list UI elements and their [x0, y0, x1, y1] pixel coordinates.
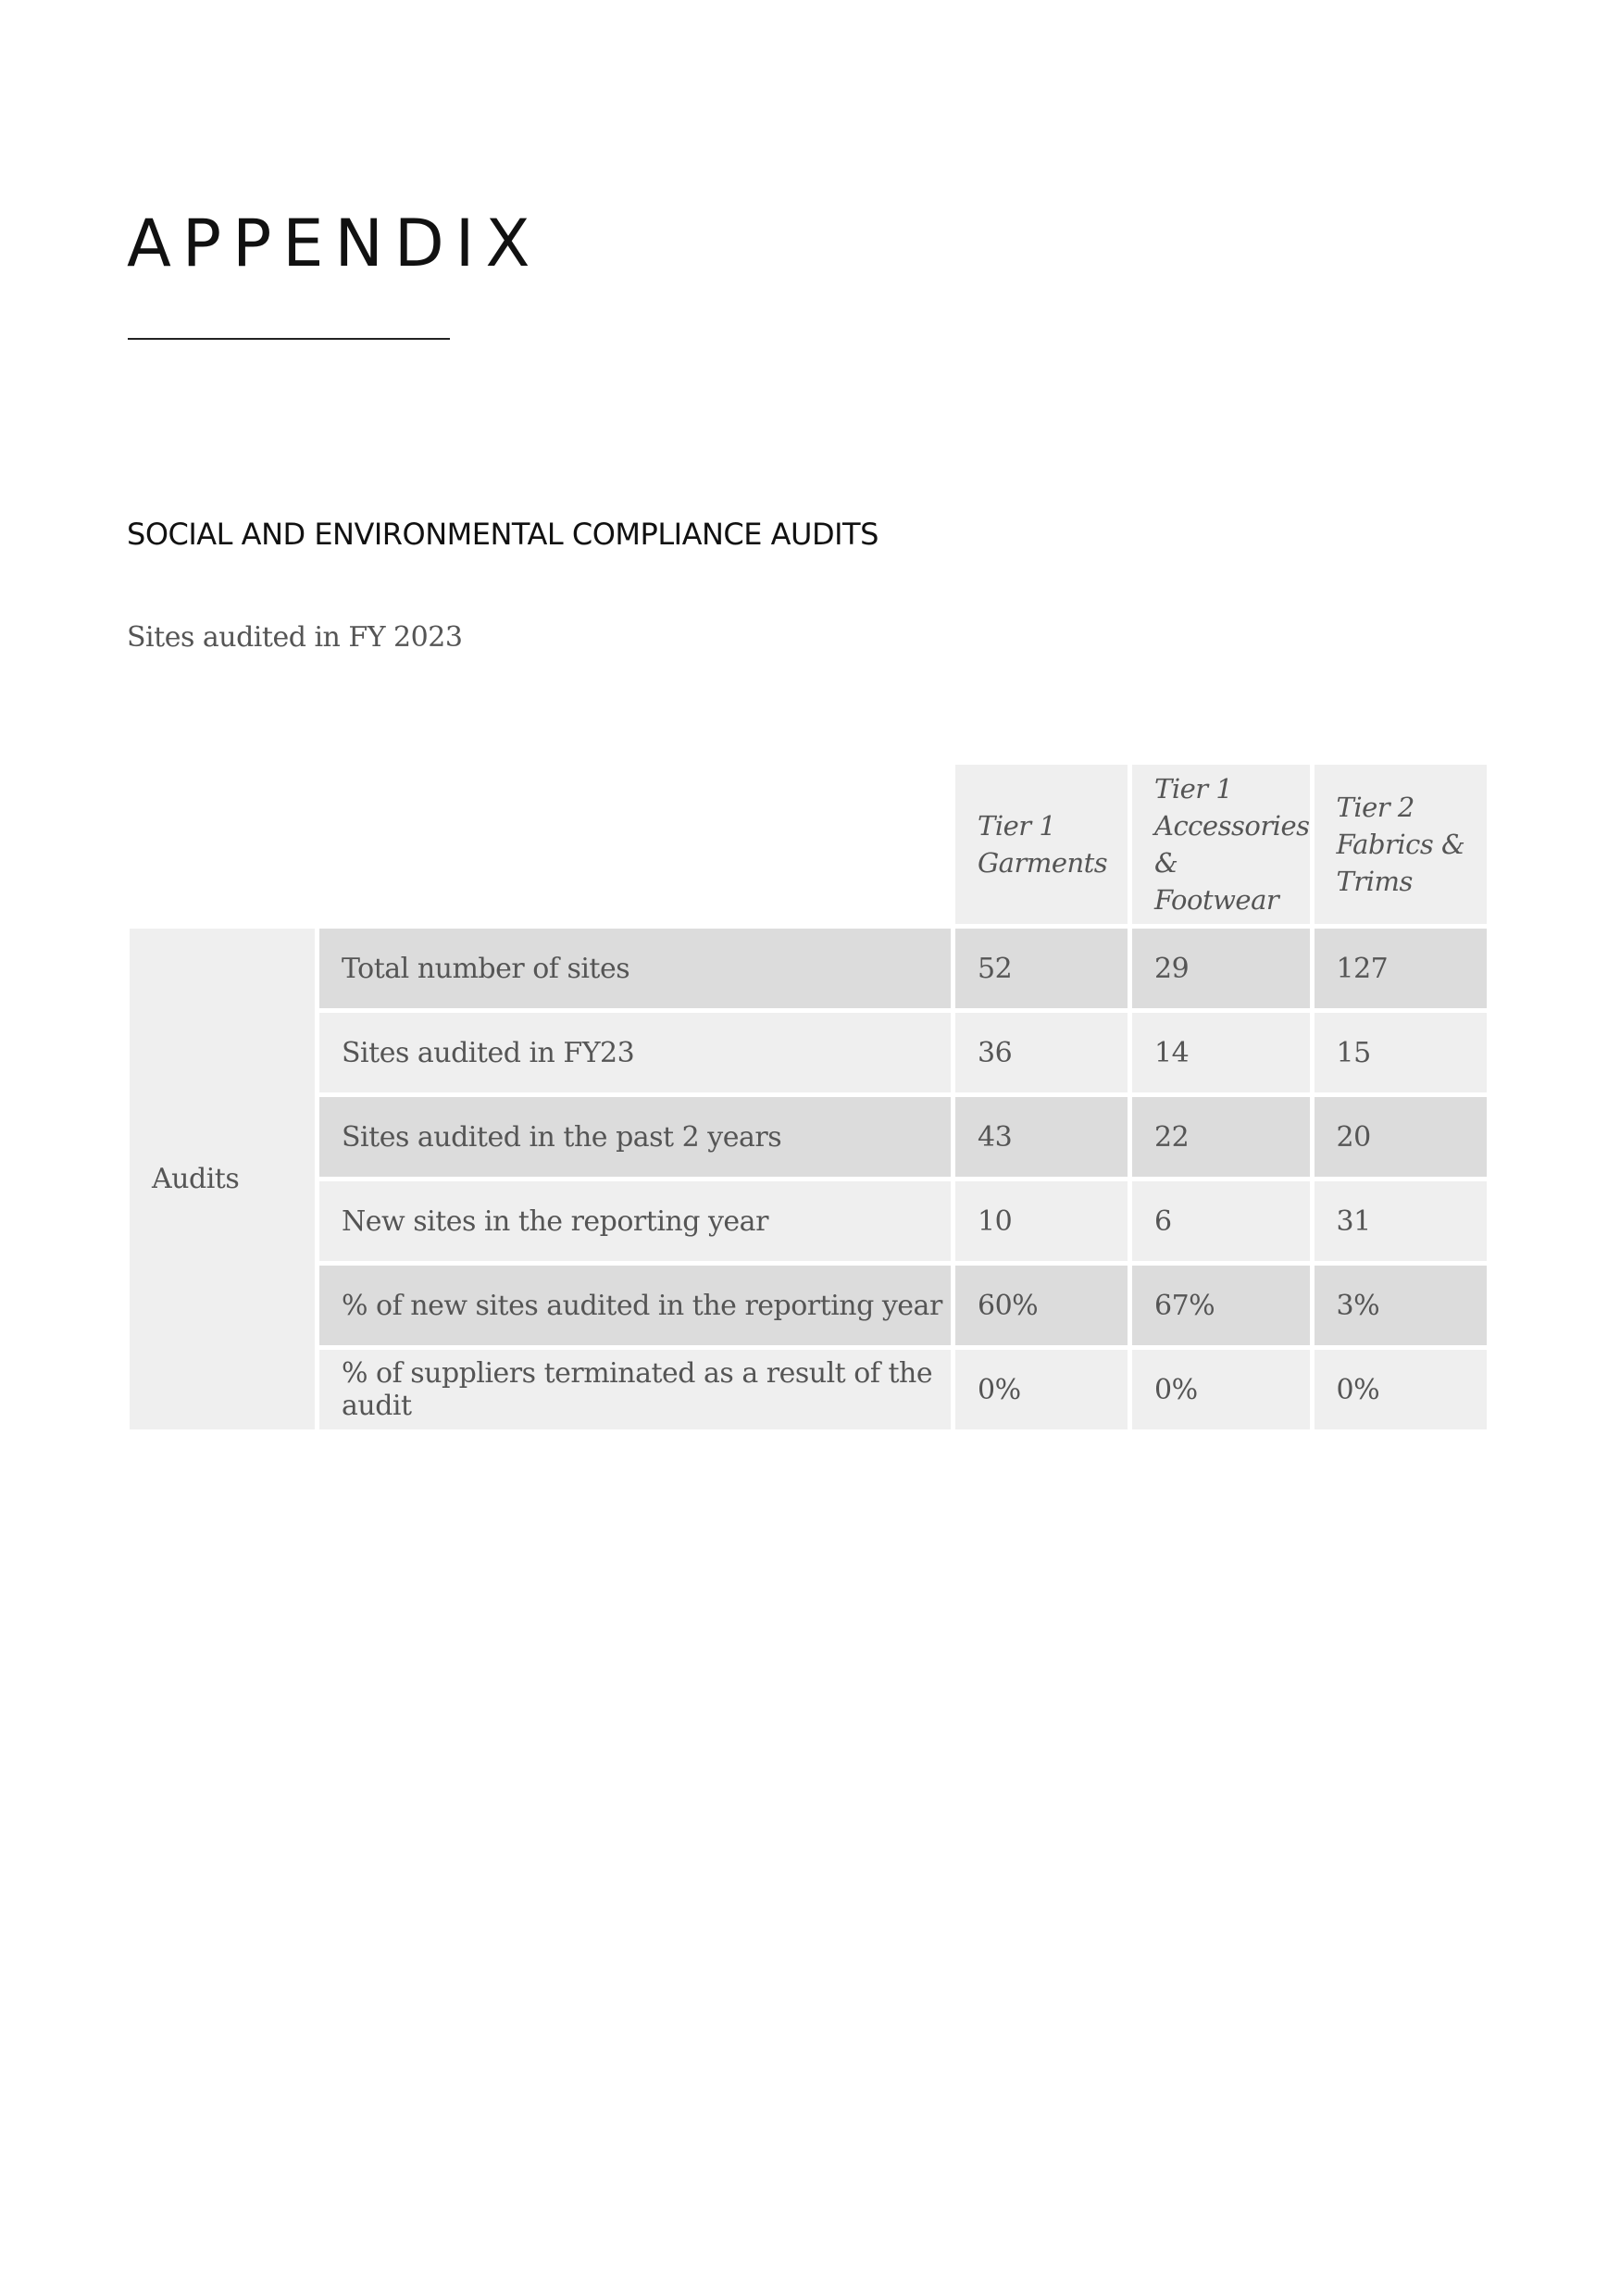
table-row — [130, 1350, 1487, 1429]
column-header-line: & Footwear — [1154, 847, 1279, 916]
table-cell: 43 — [955, 1097, 1128, 1177]
column-header-line: Trims — [1336, 866, 1413, 897]
table-cell: 52 — [955, 929, 1128, 1008]
table-cell: 20 — [1315, 1097, 1487, 1177]
page-title: APPENDIX — [127, 206, 542, 281]
header-blank-label — [319, 765, 951, 924]
column-header-tier2-fabrics-trims — [1315, 765, 1487, 924]
table-cell: 22 — [1132, 1097, 1310, 1177]
header-blank-group — [130, 765, 315, 924]
row-label: Sites audited in FY23 — [319, 1013, 951, 1092]
table-cell: 29 — [1132, 929, 1310, 1008]
column-header-line: Fabrics & — [1336, 829, 1465, 860]
table-cell: 10 — [955, 1181, 1128, 1261]
table-row — [130, 1181, 1487, 1261]
title-divider — [128, 338, 450, 340]
table-row — [130, 1266, 1487, 1345]
table-cell: 127 — [1315, 929, 1487, 1008]
row-label: % of new sites audited in the reporting year — [319, 1266, 951, 1345]
table-cell: 0% — [1315, 1350, 1487, 1429]
table-cell: 67% — [1132, 1266, 1310, 1345]
audit-table — [125, 760, 1491, 1434]
table-cell: 60% — [955, 1266, 1128, 1345]
column-header-line: Tier 1 — [1154, 773, 1233, 805]
table-cell: 36 — [955, 1013, 1128, 1092]
row-label: Total number of sites — [319, 929, 951, 1008]
table-cell: 0% — [1132, 1350, 1310, 1429]
table-subtitle: Sites audited in FY 2023 — [127, 621, 463, 654]
table-row — [130, 1097, 1487, 1177]
column-header-line: Garments — [978, 847, 1108, 879]
table-cell: 0% — [955, 1350, 1128, 1429]
column-header-line: Tier 2 — [1336, 792, 1414, 823]
row-label: Sites audited in the past 2 years — [319, 1097, 951, 1177]
table-cell: 6 — [1132, 1181, 1310, 1261]
table-cell: 15 — [1315, 1013, 1487, 1092]
column-header-tier1-garments — [955, 765, 1128, 924]
table-header-row — [130, 765, 1487, 924]
table-cell: 3% — [1315, 1266, 1487, 1345]
column-header-line: Tier 1 — [978, 810, 1056, 842]
section-heading: SOCIAL AND ENVIRONMENTAL COMPLIANCE AUDITS — [127, 517, 879, 552]
row-label: New sites in the reporting year — [319, 1181, 951, 1261]
column-header-tier1-accessories-footwear — [1132, 765, 1310, 924]
table-row — [130, 1013, 1487, 1092]
table-row — [130, 929, 1487, 1008]
table-cell: 31 — [1315, 1181, 1487, 1261]
row-group-label: Audits — [130, 929, 315, 1429]
table-cell: 14 — [1132, 1013, 1310, 1092]
row-label: % of suppliers terminated as a result of the audit — [319, 1350, 951, 1429]
column-header-line: Accessories — [1154, 810, 1310, 842]
